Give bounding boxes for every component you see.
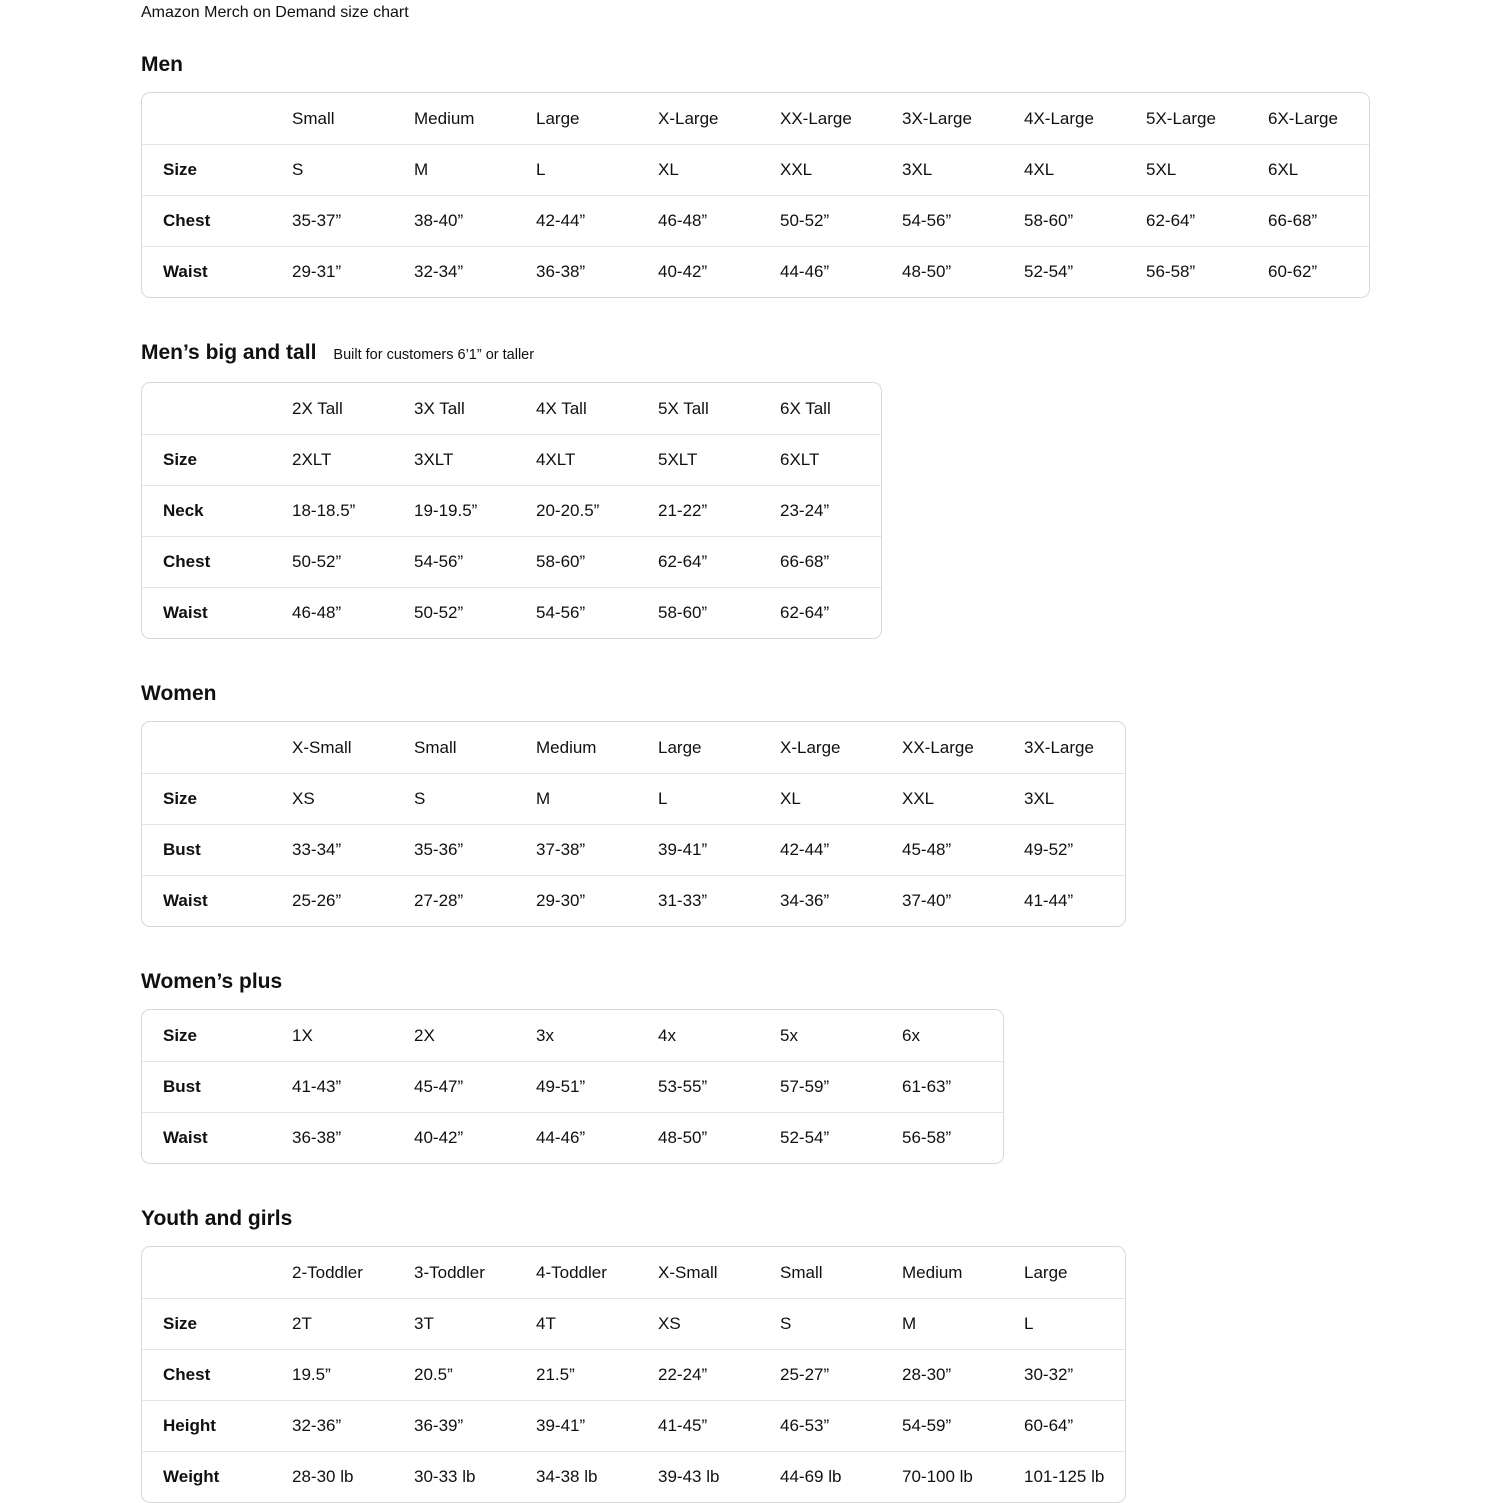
cell-value: 54-56” [515, 587, 637, 638]
cell-value: 19-19.5” [393, 485, 515, 536]
table-row [142, 824, 1125, 875]
cell-value: 6x [902, 1025, 920, 1045]
cell-value: 41-45” [637, 1400, 759, 1451]
column-header: 4X-Large [1024, 108, 1094, 128]
cell-value: XXL [759, 144, 881, 195]
cell-value: 60-62” [1247, 246, 1369, 297]
cell-value: 32-34” [393, 246, 515, 297]
cell-value: XS [637, 1298, 759, 1349]
cell-value: 22-24” [637, 1349, 759, 1400]
row-label: Size [142, 144, 271, 195]
row-label: Waist [142, 875, 271, 926]
cell-value: 2XLT [271, 434, 393, 485]
cell-value: 4XL [1003, 144, 1125, 195]
cell-value: 20.5” [393, 1349, 515, 1400]
cell-value: XS [271, 773, 393, 824]
column-header: X-Small [658, 1262, 718, 1282]
cell-value: 53-55” [637, 1061, 759, 1112]
column-header: Medium [536, 737, 597, 757]
cell-value: 101-125 lb [1003, 1451, 1125, 1502]
cell-value: 62-64” [1125, 195, 1247, 246]
table-row [142, 1010, 1003, 1061]
cell-value: 50-52” [759, 195, 881, 246]
cell-value: 34-38 lb [515, 1451, 637, 1502]
row-label: Bust [142, 824, 271, 875]
cell-value: XL [637, 144, 759, 195]
cell-value: 34-36” [759, 875, 881, 926]
table-row [142, 1112, 1003, 1163]
section-men [141, 52, 1459, 298]
cell-value: 61-63” [881, 1061, 1003, 1112]
cell-value: 5XL [1125, 144, 1247, 195]
table-row [142, 1061, 1003, 1112]
row-label: Chest [142, 536, 271, 587]
cell-value: 41-43” [271, 1061, 393, 1112]
cell-value: L [1003, 1298, 1125, 1349]
column-header: Medium [902, 1262, 963, 1282]
cell-value: 32-36” [271, 1400, 393, 1451]
corner-cell [142, 93, 271, 144]
cell-value: 35-37” [271, 195, 393, 246]
cell-value: 45-47” [393, 1061, 515, 1112]
mens-big-and-tall-size-table [141, 382, 882, 639]
row-label: Size [142, 1298, 271, 1349]
cell-value: 36-38” [271, 1112, 393, 1163]
row-label: Neck [142, 485, 271, 536]
section-heading-text: Youth and girls [141, 1207, 293, 1230]
cell-value: L [637, 773, 759, 824]
cell-value: 52-54” [1003, 246, 1125, 297]
cell-value: 30-33 lb [393, 1451, 515, 1502]
row-label: Bust [142, 1061, 271, 1112]
cell-value: 49-51” [515, 1061, 637, 1112]
section-heading-text: Men [141, 53, 183, 76]
column-header: Large [658, 737, 702, 757]
cell-value: M [515, 773, 637, 824]
cell-value: 46-48” [271, 587, 393, 638]
table-row [142, 875, 1125, 926]
cell-value: 4XLT [515, 434, 637, 485]
column-header: 5X-Large [1146, 108, 1216, 128]
cell-value: 3XL [881, 144, 1003, 195]
cell-value: M [393, 144, 515, 195]
cell-value: 3x [536, 1025, 554, 1045]
cell-value: 3XLT [393, 434, 515, 485]
table-row [142, 536, 881, 587]
cell-value: 20-20.5” [515, 485, 637, 536]
table-row [142, 246, 1369, 297]
table-header-row [142, 93, 1369, 144]
table-header-row [142, 722, 1125, 773]
column-header: 4X Tall [536, 398, 587, 418]
womens-plus-size-table [141, 1009, 1004, 1164]
cell-value: 35-36” [393, 824, 515, 875]
cell-value: 52-54” [759, 1112, 881, 1163]
column-header: XX-Large [780, 108, 852, 128]
cell-value: 38-40” [393, 195, 515, 246]
section-heading-men [141, 52, 1459, 78]
table-header-row [142, 1247, 1125, 1298]
cell-value: 39-41” [515, 1400, 637, 1451]
cell-value: 31-33” [637, 875, 759, 926]
cell-value: 39-43 lb [637, 1451, 759, 1502]
cell-value: 54-59” [881, 1400, 1003, 1451]
cell-value: 6XL [1247, 144, 1369, 195]
cell-value: 58-60” [637, 587, 759, 638]
cell-value: 25-27” [759, 1349, 881, 1400]
cell-value: 44-46” [759, 246, 881, 297]
section-youth-and-girls [141, 1206, 1459, 1503]
cell-value: 44-69 lb [759, 1451, 881, 1502]
cell-value: 3XL [1003, 773, 1125, 824]
cell-value: 66-68” [759, 536, 881, 587]
cell-value: 2T [271, 1298, 393, 1349]
cell-value: 37-40” [881, 875, 1003, 926]
cell-value: 27-28” [393, 875, 515, 926]
column-header: Small [414, 737, 457, 757]
cell-value: 54-56” [881, 195, 1003, 246]
row-label: Size [142, 773, 271, 824]
cell-value: 19.5” [271, 1349, 393, 1400]
cell-value: 40-42” [637, 246, 759, 297]
section-women [141, 681, 1459, 927]
youth-and-girls-size-table [141, 1246, 1126, 1503]
column-header: 3-Toddler [414, 1262, 485, 1282]
table-header-row [142, 383, 881, 434]
cell-value: 21-22” [637, 485, 759, 536]
corner-cell [142, 383, 271, 434]
section-heading-mens-big-and-tall [141, 340, 1459, 368]
cell-value: 21.5” [515, 1349, 637, 1400]
column-header: 4-Toddler [536, 1262, 607, 1282]
cell-value: S [759, 1298, 881, 1349]
cell-value: 4x [658, 1025, 676, 1045]
men-size-table [141, 92, 1370, 298]
table-row [142, 1349, 1125, 1400]
table-row [142, 434, 881, 485]
women-size-table [141, 721, 1126, 927]
column-header: 6X-Large [1268, 108, 1338, 128]
cell-value: 29-31” [271, 246, 393, 297]
cell-value: 45-48” [881, 824, 1003, 875]
table-row [142, 1400, 1125, 1451]
section-heading-text: Men’s big and tall [141, 341, 317, 364]
cell-value: 44-46” [515, 1112, 637, 1163]
page-title: Amazon Merch on Demand size chart [141, 4, 409, 21]
column-header: X-Large [658, 108, 719, 128]
column-header: Large [1024, 1262, 1068, 1282]
cell-value: 33-34” [271, 824, 393, 875]
cell-value: 29-30” [515, 875, 637, 926]
section-mens-big-and-tall [141, 340, 1459, 639]
cell-value: 48-50” [881, 246, 1003, 297]
column-header: 6X Tall [780, 398, 831, 418]
table-row [142, 773, 1125, 824]
cell-value: 62-64” [637, 536, 759, 587]
cell-value: 3T [393, 1298, 515, 1349]
cell-value: 5x [780, 1025, 798, 1045]
column-header: 3X Tall [414, 398, 465, 418]
cell-value: 4T [515, 1298, 637, 1349]
cell-value: 46-53” [759, 1400, 881, 1451]
cell-value: L [515, 144, 637, 195]
row-label: Size [142, 434, 271, 485]
cell-value: 54-56” [393, 536, 515, 587]
column-header: 5X Tall [658, 398, 709, 418]
cell-value: 41-44” [1003, 875, 1125, 926]
section-heading-text: Women’s plus [141, 970, 283, 993]
cell-value: M [881, 1298, 1003, 1349]
cell-value: 49-52” [1003, 824, 1125, 875]
column-header: Small [780, 1262, 823, 1282]
row-label: Waist [142, 587, 271, 638]
section-heading-youth-and-girls [141, 1206, 1459, 1232]
cell-value: 6XLT [759, 434, 881, 485]
cell-value: 57-59” [759, 1061, 881, 1112]
cell-value: 2X [414, 1025, 435, 1045]
table-row [142, 587, 881, 638]
cell-value: 28-30” [881, 1349, 1003, 1400]
column-header: 3X-Large [902, 108, 972, 128]
section-subheading: Built for customers 6’1” or taller [333, 347, 535, 363]
section-heading-text: Women [141, 682, 217, 705]
cell-value: 58-60” [515, 536, 637, 587]
cell-value: 58-60” [1003, 195, 1125, 246]
cell-value: 37-38” [515, 824, 637, 875]
row-label: Size [163, 1025, 198, 1045]
column-header: Small [292, 108, 335, 128]
column-header: XX-Large [902, 737, 974, 757]
cell-value: 46-48” [637, 195, 759, 246]
cell-value: 50-52” [271, 536, 393, 587]
row-label: Height [142, 1400, 271, 1451]
cell-value: 62-64” [759, 587, 881, 638]
cell-value: 56-58” [1125, 246, 1247, 297]
table-row [142, 144, 1369, 195]
column-header: 2-Toddler [292, 1262, 363, 1282]
cell-value: 18-18.5” [271, 485, 393, 536]
corner-cell [142, 722, 271, 773]
cell-value: 23-24” [759, 485, 881, 536]
row-label: Weight [142, 1451, 271, 1502]
row-label: Waist [142, 1112, 271, 1163]
cell-value: 25-26” [271, 875, 393, 926]
cell-value: 1X [292, 1025, 313, 1045]
cell-value: 42-44” [515, 195, 637, 246]
cell-value: S [271, 144, 393, 195]
row-label: Waist [142, 246, 271, 297]
row-label: Chest [142, 195, 271, 246]
cell-value: 5XLT [637, 434, 759, 485]
cell-value: 36-38” [515, 246, 637, 297]
column-header: 3X-Large [1024, 737, 1094, 757]
column-header: 2X Tall [292, 398, 343, 418]
table-row [142, 485, 881, 536]
cell-value: 70-100 lb [881, 1451, 1003, 1502]
cell-value: 56-58” [881, 1112, 1003, 1163]
cell-value: 50-52” [393, 587, 515, 638]
section-heading-womens-plus [141, 969, 1459, 995]
cell-value: 48-50” [637, 1112, 759, 1163]
cell-value: 40-42” [393, 1112, 515, 1163]
section-heading-women [141, 681, 1459, 707]
table-row [142, 1298, 1125, 1349]
table-row [142, 195, 1369, 246]
cell-value: XL [759, 773, 881, 824]
cell-value: 36-39” [393, 1400, 515, 1451]
column-header: X-Large [780, 737, 841, 757]
cell-value: 28-30 lb [271, 1451, 393, 1502]
table-row [142, 1451, 1125, 1502]
section-womens-plus [141, 969, 1459, 1164]
cell-value: S [393, 773, 515, 824]
row-label: Chest [142, 1349, 271, 1400]
cell-value: 66-68” [1247, 195, 1369, 246]
corner-cell [142, 1247, 271, 1298]
cell-value: 42-44” [759, 824, 881, 875]
column-header: Large [536, 108, 580, 128]
column-header: X-Small [292, 737, 352, 757]
cell-value: 60-64” [1003, 1400, 1125, 1451]
cell-value: 30-32” [1003, 1349, 1125, 1400]
column-header: Medium [414, 108, 475, 128]
cell-value: XXL [881, 773, 1003, 824]
cell-value: 39-41” [637, 824, 759, 875]
